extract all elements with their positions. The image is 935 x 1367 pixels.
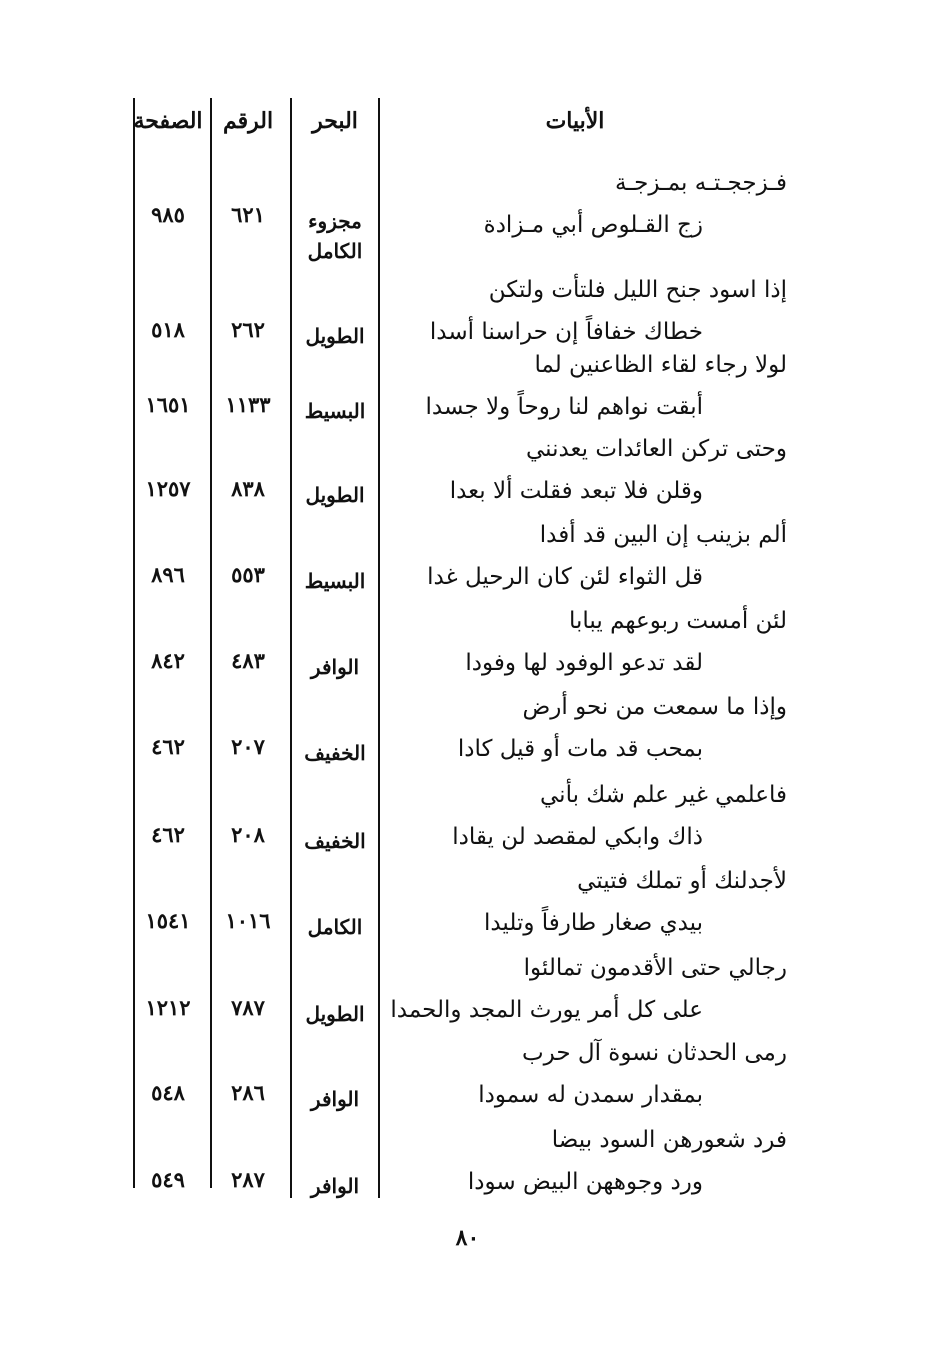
meter-cell: البسيط <box>304 569 366 593</box>
number-cell: ٢٦٢ <box>231 317 265 342</box>
number-cell: ٧٨٧ <box>231 995 265 1020</box>
meter-cell: الكامل <box>307 915 363 939</box>
page-cell: ٨٩٦ <box>151 562 185 587</box>
page-cell: ١٢١٢ <box>145 995 191 1020</box>
verse-first-hemistich: رجالي حتى الأقدمون تمالئوا <box>523 955 787 981</box>
verse-first-hemistich: فاعلمي غير علم شك بأني <box>540 782 787 808</box>
verse-second-hemistich: بيدي صغار طارفاً وتليدا <box>483 910 703 936</box>
header-number: الرقم <box>222 108 274 134</box>
verse-second-hemistich: بمقدار سمدن له سمودا <box>478 1082 703 1108</box>
verse-second-hemistich: خطاك خفافاً إن حراسنا أسدا <box>429 319 703 345</box>
verse-first-hemistich: رمى الحدثان نسوة آل حرب <box>522 1040 787 1066</box>
page-cell: ١٦٥١ <box>145 392 191 417</box>
verse-second-hemistich: ورد وجوههن البيض سودا <box>467 1169 703 1195</box>
header-meter: البحر <box>312 108 358 134</box>
number-cell: ٢٨٦ <box>231 1080 265 1105</box>
meter-cell: الوافر <box>310 655 360 679</box>
verse-second-hemistich: لقد تدعو الوفود لها وفودا <box>465 650 703 676</box>
verse-second-hemistich: ذاك وابكي لمقصد لن يقادا <box>452 824 703 850</box>
page-cell: ٤٦٢ <box>151 734 185 759</box>
meter-cell: مجزوء الكامل <box>307 209 363 263</box>
verse-second-hemistich: وقلن فلا تبعد فقلت ألا بعدا <box>449 478 703 504</box>
page-cell: ١٥٤١ <box>145 908 191 933</box>
verse-first-hemistich: لولا رجاء لقاء الظاعنين لما <box>534 352 787 378</box>
column-rule-number <box>210 98 212 1188</box>
column-rule-right <box>378 98 380 1198</box>
page-cell: ٨٤٢ <box>151 648 185 673</box>
page-number: ٨٠ <box>455 1225 480 1251</box>
meter-cell: الطويل <box>305 1002 365 1026</box>
meter-cell: البسيط <box>304 399 366 423</box>
number-cell: ٥٥٣ <box>231 562 265 587</box>
number-cell: ٢٨٧ <box>231 1167 265 1192</box>
meter-cell: الخفيف <box>304 829 366 853</box>
verse-first-hemistich: وإذا ما سمعت من نحو أرض <box>522 694 787 720</box>
verse-first-hemistich: وحتى تركن العائدات يعدنني <box>525 436 787 462</box>
number-cell: ٢٠٨ <box>231 822 265 847</box>
verse-first-hemistich: ألم بزينب إن البين قد أفدا <box>539 522 787 548</box>
verse-first-hemistich: فـزججـتـه بمـزجـة <box>615 170 787 196</box>
page-cell: ٥١٨ <box>151 317 185 342</box>
number-cell: ٤٨٣ <box>231 648 265 673</box>
verse-second-hemistich: بمحب قد مات أو قيل كادا <box>457 736 703 762</box>
column-rule-left <box>133 98 135 1188</box>
meter-cell: الخفيف <box>304 741 366 765</box>
number-cell: ٨٣٨ <box>231 476 265 501</box>
column-rule-bahr <box>290 98 292 1198</box>
header-verses: الأبيات <box>545 108 605 134</box>
verse-first-hemistich: لأجدلنك أو تملك فتيتي <box>577 868 787 894</box>
page-cell: ٩٨٥ <box>151 202 185 227</box>
verse-second-hemistich: قل الثواء لئن كان الرحيل غدا <box>427 564 703 590</box>
page-cell: ١٢٥٧ <box>145 476 191 501</box>
verse-second-hemistich: زج القـلوص أبي مـزادة <box>483 212 703 238</box>
verse-first-hemistich: فرد شعورهن السود بيضا <box>551 1127 787 1153</box>
verse-second-hemistich: أبقت نواهم لنا روحاً ولا جسدا <box>425 394 703 420</box>
number-cell: ٢٠٧ <box>231 734 265 759</box>
header-page: الصفحة <box>133 108 203 134</box>
meter-cell: الطويل <box>305 324 365 348</box>
page-cell: ٤٦٢ <box>151 822 185 847</box>
meter-cell: الطويل <box>305 483 365 507</box>
meter-cell: الوافر <box>310 1087 360 1111</box>
meter-cell: الوافر <box>310 1174 360 1198</box>
verse-second-hemistich: على كل أمر يورث المجد والحمدا <box>390 997 703 1023</box>
verse-first-hemistich: إذا اسود جنح الليل فلتأت ولتكن <box>488 277 787 303</box>
page-cell: ٥٤٩ <box>151 1167 185 1192</box>
verse-first-hemistich: لئن أمست ربوعهم يبابا <box>569 608 787 634</box>
number-cell: ١١٣٣ <box>225 392 271 417</box>
number-cell: ٦٢١ <box>231 202 265 227</box>
page-cell: ٥٤٨ <box>151 1080 185 1105</box>
number-cell: ١٠١٦ <box>225 908 271 933</box>
